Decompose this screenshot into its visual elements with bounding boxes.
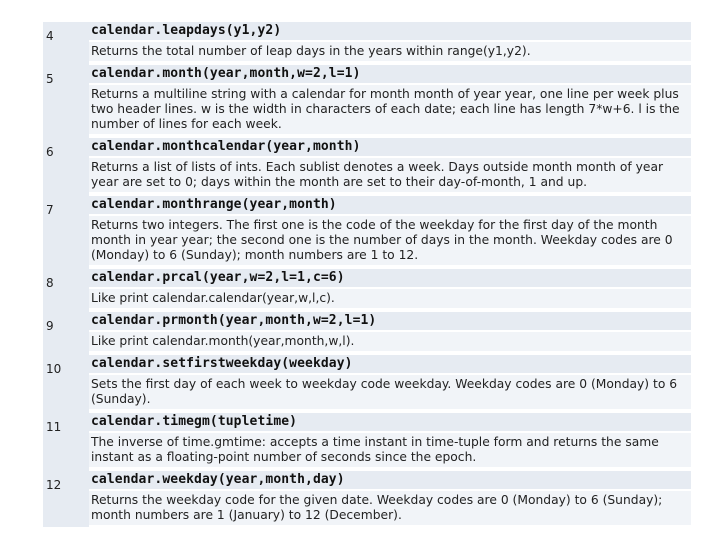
row-number: 5 [46, 72, 54, 86]
function-signature: calendar.setfirstweekday(weekday) [89, 355, 691, 373]
function-description: Like print calendar.month(year,month,w,l). [89, 332, 691, 351]
row-number: 8 [46, 276, 54, 290]
table-row [43, 269, 691, 308]
table-row [43, 312, 691, 351]
function-signature: calendar.weekday(year,month,day) [89, 471, 691, 489]
table-row [43, 65, 691, 134]
row-number: 10 [46, 362, 62, 376]
function-description: Like print calendar.calendar(year,w,l,c). [89, 289, 691, 308]
row-number: 9 [46, 319, 54, 333]
row-number: 7 [46, 203, 54, 217]
table-row [43, 471, 691, 525]
row-content [89, 269, 691, 308]
row-content [89, 355, 691, 409]
function-signature: calendar.leapdays(y1,y2) [89, 22, 691, 40]
row-content [89, 471, 691, 525]
table-row [43, 355, 691, 409]
function-description: Returns a multiline string with a calendar for month month of year year, one line per week plus two header lines. w is the width in characters of each date; each line has length 7*w+6. l is the number of lines for each week. [89, 85, 691, 134]
table-row [43, 138, 691, 192]
row-content [89, 196, 691, 265]
row-number: 6 [46, 145, 54, 159]
function-signature: calendar.prmonth(year,month,w=2,l=1) [89, 312, 691, 330]
row-content [89, 138, 691, 192]
row-number: 11 [46, 420, 62, 434]
row-content [89, 22, 691, 61]
function-signature: calendar.timegm(tupletime) [89, 413, 691, 431]
function-signature: calendar.monthcalendar(year,month) [89, 138, 691, 156]
row-number: 12 [46, 478, 62, 492]
function-signature: calendar.month(year,month,w=2,l=1) [89, 65, 691, 83]
row-number: 4 [46, 29, 54, 43]
table-row [43, 413, 691, 467]
row-content [89, 312, 691, 351]
row-content [89, 413, 691, 467]
function-description: Returns the total number of leap days in the years within range(y1,y2). [89, 42, 691, 61]
function-description: Returns a list of lists of ints. Each sublist denotes a week. Days outside month month of year year are set to 0; days within the month are set to their day-of-month, 1 and up. [89, 158, 691, 192]
function-description: The inverse of time.gmtime: accepts a time instant in time-tuple form and returns the same instant as a floating-point number of seconds since the epoch. [89, 433, 691, 467]
row-content [89, 65, 691, 134]
table-row [43, 196, 691, 265]
function-description: Returns the weekday code for the given date. Weekday codes are 0 (Monday) to 6 (Sunday); month numbers are 1 (January) to 12 (December). [89, 491, 691, 525]
function-signature: calendar.monthrange(year,month) [89, 196, 691, 214]
function-description: Returns two integers. The first one is the code of the weekday for the first day of the month month in year year; the second one is the number of days in the month. Weekday codes are 0 (Monday) to 6 (Sunday); month numbers are 1 to 12. [89, 216, 691, 265]
function-table [43, 22, 691, 525]
function-description: Sets the first day of each week to weekday code weekday. Weekday codes are 0 (Monday) to 6 (Sunday). [89, 375, 691, 409]
table-row [43, 22, 691, 61]
function-signature: calendar.prcal(year,w=2,l=1,c=6) [89, 269, 691, 287]
